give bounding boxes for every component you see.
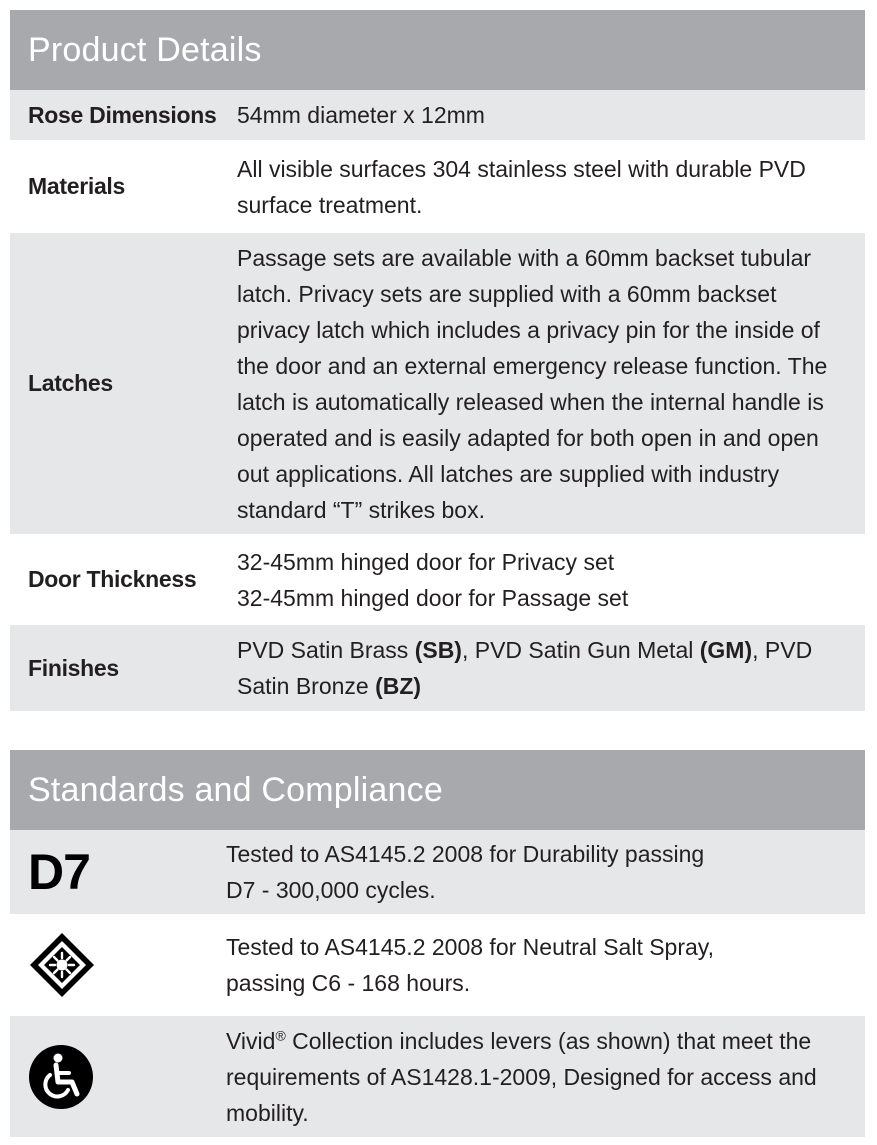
product-details-title: Product Details: [28, 30, 262, 69]
wheelchair-access-icon: [10, 1044, 226, 1110]
standards-title: Standards and Compliance: [28, 770, 443, 809]
finish-text: , PVD Satin Bronze: [237, 637, 813, 699]
row-label: Rose Dimensions: [28, 101, 217, 128]
registered-mark: ®: [275, 1026, 286, 1043]
value-line: Tested to AS4145.2 2008 for Neutral Salt Spray,: [226, 934, 714, 960]
materials-row: [10, 144, 865, 229]
value-line: 32-45mm hinged door for Passage set: [237, 584, 629, 611]
finish-code-sb: (SB): [414, 637, 462, 663]
row-label: Materials: [28, 173, 126, 199]
latches-row: [10, 233, 865, 534]
value-line: D7 - 300,000 cycles.: [226, 877, 436, 903]
value-line: passing C6 - 168 hours.: [226, 970, 471, 996]
d7-badge-text: D7: [28, 844, 90, 900]
compliance-text: Collection includes levers (as shown) that meet the requirements of AS1428.1-2009, Designed for access and mobility.: [226, 1027, 817, 1126]
standards-section: [10, 750, 865, 1141]
product-details-header: [10, 10, 865, 90]
finish-code-gm: (GM): [699, 637, 753, 663]
row-value: [226, 836, 865, 908]
finish-text: , PVD Satin Gun Metal: [461, 637, 700, 663]
finish-code-bz: (BZ): [375, 673, 422, 699]
d7-badge: [10, 843, 226, 901]
row-value: All visible surfaces 304 stainless steel with durable PVD surface treatment.: [237, 155, 806, 218]
wheelchair-access-icon-graphic: [28, 1044, 94, 1110]
brand-name: Vivid: [226, 1027, 276, 1054]
row-value: [237, 544, 865, 616]
product-details-section: [10, 10, 865, 715]
row-value: [226, 929, 865, 1001]
door-thickness-row: [10, 538, 865, 621]
row-value: Passage sets are available with a 60mm backset tubular latch. Privacy sets are supplied with a 60mm backset privacy latch which includes a privacy pin for the inside of the door and an external emergency release function. The latch is automatically released when the internal handle is operated and is easily adapted for both open in and open out applications. All latches are supplied with industry standard “T” strikes box.: [237, 244, 828, 523]
value-line: Tested to AS4145.2 2008 for Durability passing: [226, 841, 705, 867]
rose-dimensions-row: [10, 90, 865, 140]
row-label: Door Thickness: [28, 566, 197, 592]
value-line: 32-45mm hinged door for Privacy set: [237, 548, 615, 575]
accessibility-row: [10, 1016, 865, 1137]
salt-spray-icon: [10, 931, 226, 999]
salt-spray-icon-graphic: [28, 931, 96, 999]
row-label: Finishes: [28, 654, 119, 681]
row-label: Latches: [28, 370, 113, 396]
row-value: 54mm diameter x 12mm: [237, 102, 485, 128]
finishes-row: [10, 625, 865, 711]
salt-spray-row: [10, 918, 865, 1012]
standards-header: [10, 750, 865, 830]
row-value: [237, 632, 865, 704]
row-value: [226, 1023, 865, 1131]
finish-text: PVD Satin Brass: [237, 637, 415, 663]
durability-row: [10, 830, 865, 914]
